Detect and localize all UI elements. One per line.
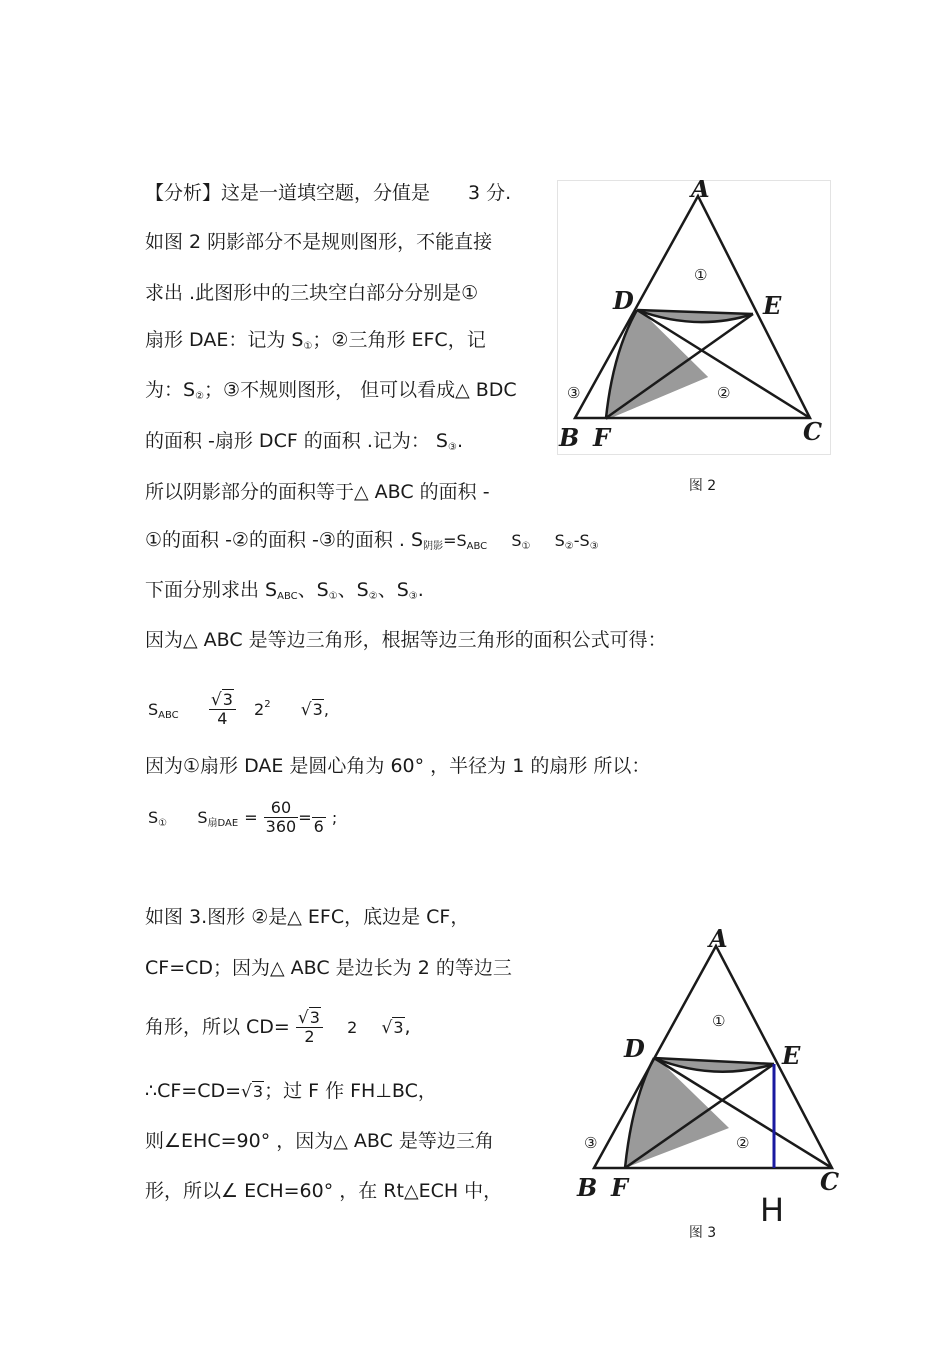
text-line bbox=[145, 429, 463, 460]
text-segment: =S bbox=[443, 531, 467, 550]
figure-3 bbox=[574, 928, 850, 1208]
text-line: 【分析】这是一道填空题，分值是 3 分. bbox=[145, 182, 512, 204]
text-segment: . bbox=[456, 430, 463, 452]
text-line bbox=[145, 378, 517, 409]
subscript: ABC bbox=[277, 591, 298, 602]
label-b: B bbox=[559, 423, 580, 452]
text-line: 求出 .此图形中的三块空白部分分别是① bbox=[145, 282, 479, 304]
formula-number: 2 bbox=[347, 1018, 358, 1037]
figure-3-caption: 图 3 bbox=[688, 1225, 717, 1241]
text-line bbox=[145, 1004, 411, 1051]
text-line: 因为①扇形 DAE 是圆心角为 60° ，半径为 1 的扇形 所以： bbox=[145, 755, 651, 777]
text-segment: 为：S bbox=[145, 379, 196, 401]
text-line bbox=[145, 1079, 437, 1104]
formula-punct: = bbox=[244, 808, 258, 827]
text-line: 形，所以∠ ECH=60° ，在 Rt△ECH 中， bbox=[145, 1180, 503, 1202]
subscript: 阴影 bbox=[423, 541, 444, 552]
text-segment: ∴CF=CD= bbox=[145, 1080, 242, 1102]
text-line: 如图 2 阴影部分不是规则图形，不能直接 bbox=[145, 231, 493, 253]
text-line: 所以阴影部分的面积等于△ ABC 的面积 - bbox=[145, 481, 490, 503]
subscript: ABC bbox=[466, 541, 488, 552]
radicand: 3 bbox=[222, 690, 233, 709]
text-segment: S bbox=[511, 531, 522, 550]
label-c: C bbox=[803, 417, 823, 446]
text-segment: ；③不规则图形， 但可以看成△ BDC bbox=[204, 379, 517, 401]
formula-area bbox=[148, 682, 329, 739]
label-b: B bbox=[577, 1173, 598, 1202]
subscript: ② bbox=[368, 591, 378, 602]
subscript: ② bbox=[195, 391, 205, 402]
formula-number: 2 bbox=[254, 700, 265, 719]
square-root: √3 bbox=[300, 700, 323, 720]
label-e: E bbox=[763, 291, 782, 320]
label-f: F bbox=[611, 1173, 629, 1202]
text-line: 如图 3.图形 ②是△ EFC，底边是 CF， bbox=[145, 906, 470, 928]
denominator: 6 bbox=[313, 817, 324, 836]
subscript: ③ bbox=[447, 442, 457, 453]
subscript: ① bbox=[521, 541, 531, 552]
region-3-label: ③ bbox=[584, 1134, 598, 1152]
text-segment: ①的面积 -②的面积 -③的面积 . S bbox=[145, 529, 424, 551]
text-segment: . bbox=[417, 579, 424, 601]
subscript: 扇DAE bbox=[207, 818, 239, 829]
label-h: H bbox=[760, 1191, 785, 1229]
square-root: √3 bbox=[241, 1082, 264, 1102]
subscript: ③ bbox=[589, 541, 599, 552]
text-segment: S bbox=[554, 531, 565, 550]
subscript: ① bbox=[303, 341, 313, 352]
label-a: A bbox=[709, 928, 728, 953]
fraction: $\frac{√3}{2}$ bbox=[296, 1009, 323, 1046]
square-root: √3 bbox=[381, 1018, 404, 1038]
text-segment: -S bbox=[573, 531, 590, 550]
region-2-label: ② bbox=[736, 1134, 750, 1152]
denominator: 360 bbox=[265, 817, 297, 836]
formula-punct: , bbox=[323, 700, 329, 719]
figure-2 bbox=[557, 180, 831, 455]
fraction: $\frac{√3}{4}$ bbox=[209, 691, 236, 728]
label-d: D bbox=[613, 286, 634, 315]
text-line: CF=CD；因为△ ABC 是边长为 2 的等边三 bbox=[145, 957, 512, 979]
text-segment: 、S bbox=[337, 579, 369, 601]
label-c: C bbox=[820, 1167, 840, 1196]
label-f: F bbox=[593, 423, 611, 452]
radicand: 3 bbox=[309, 1008, 320, 1027]
text-segment: 角形，所以 CD= bbox=[145, 1016, 290, 1038]
text-segment: 、S bbox=[377, 579, 409, 601]
denominator: 4 bbox=[217, 709, 228, 728]
label-e: E bbox=[782, 1041, 801, 1070]
subscript: ③ bbox=[408, 591, 418, 602]
numerator: 60 bbox=[264, 799, 299, 818]
text-segment: ；过 F 作 FH⊥BC， bbox=[264, 1080, 437, 1102]
fraction bbox=[312, 799, 326, 836]
region-1-label: ① bbox=[712, 1012, 726, 1030]
denominator: 2 bbox=[304, 1027, 315, 1046]
formula-symbol: S bbox=[148, 700, 159, 719]
subscript: ① bbox=[328, 591, 338, 602]
text-line bbox=[145, 328, 486, 359]
text-segment: 、S bbox=[297, 579, 329, 601]
text-segment: 的面积 -扇形 DCF 的面积 .记为： S bbox=[145, 430, 448, 452]
text-line bbox=[145, 578, 424, 609]
label-d: D bbox=[624, 1034, 645, 1063]
text-line bbox=[145, 528, 599, 559]
formula-punct: = bbox=[298, 808, 312, 827]
formula-symbol: S bbox=[197, 808, 208, 827]
figure-2-caption: 图 2 bbox=[688, 478, 717, 494]
label-a: A bbox=[691, 180, 710, 203]
text-segment: 下面分别求出 S bbox=[145, 579, 278, 601]
fraction bbox=[264, 799, 299, 836]
superscript: 2 bbox=[264, 699, 271, 710]
formula-area bbox=[148, 794, 337, 847]
text-segment: ；②三角形 EFC，记 bbox=[312, 329, 486, 351]
text-line: 因为△ ABC 是等边三角形，根据等边三角形的面积公式可得： bbox=[145, 629, 667, 651]
text-line: 则∠EHC=90° ，因为△ ABC 是等边三角 bbox=[145, 1130, 494, 1152]
region-1-label: ① bbox=[694, 266, 708, 284]
formula-punct: ; bbox=[331, 808, 338, 827]
subscript: ① bbox=[158, 818, 168, 829]
region-2-label: ② bbox=[717, 384, 731, 402]
region-3-label: ③ bbox=[567, 384, 581, 402]
formula-punct: , bbox=[404, 1016, 411, 1038]
text-segment: 扇形 DAE：记为 S bbox=[145, 329, 304, 351]
subscript: ② bbox=[564, 541, 574, 552]
subscript: ABC bbox=[158, 710, 179, 721]
formula-symbol: S bbox=[148, 808, 159, 827]
